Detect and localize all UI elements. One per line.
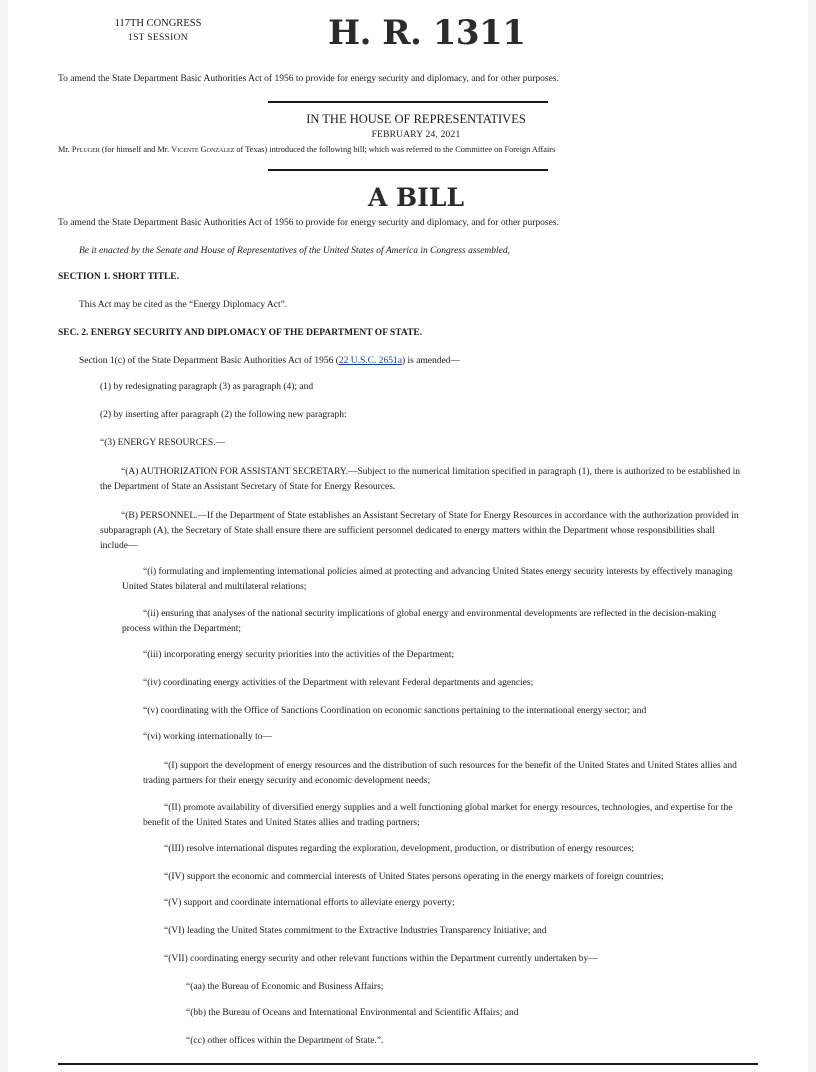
clause-i: “(i) formulating and implementing international policies aimed at protecting and advancing United States energy security interests by effectively managing United States bilateral and multilateral relations;	[122, 567, 733, 592]
paragraph-2: (2) by inserting after paragraph (2) the following new paragraph:	[100, 410, 347, 420]
subclause-V: “(V) support and coordinate international efforts to alleviate energy poverty;	[164, 898, 455, 908]
section-1-text: This Act may be cited as the “Energy Diplomacy Act”.	[79, 300, 288, 310]
section-2-intro	[79, 356, 460, 366]
usc-citation-link[interactable]: 22 U.S.C. 2651a	[338, 356, 402, 366]
enacting-clause: Be it enacted by the Senate and House of Representatives of the United States of America in Congress assembled,	[79, 246, 511, 256]
clause-iv: “(iv) coordinating energy activities of the Department with relevant Federal departments and agencies;	[143, 678, 534, 688]
subclause-II: “(II) promote availability of diversified energy supplies and a well functioning global market for energy resources, technologies, and expertise for the benefit of the United States and United States allies and trading partners;	[143, 803, 733, 828]
clause-v: “(v) coordinating with the Office of Sanctions Coordination on economic sanctions pertaining to the international energy sector; and	[143, 706, 647, 716]
long-title-repeat: To amend the State Department Basic Authorities Act of 1956 to provide for energy security and diplomacy, and for other purposes.	[58, 218, 559, 228]
intro-after-link: ) is amended—	[401, 356, 460, 366]
divider-bottom	[268, 169, 548, 171]
long-title: To amend the State Department Basic Authorities Act of 1956 to provide for energy security and diplomacy, and for other purposes.	[58, 74, 559, 84]
item-aa: “(aa) the Bureau of Economic and Business Affairs;	[186, 982, 384, 992]
sponsor-prefix: Mr.	[58, 145, 72, 154]
bill-heading: A BILL	[367, 183, 465, 212]
section-1-heading: SECTION 1. SHORT TITLE.	[58, 272, 180, 282]
bill-number: H. R. 1311	[328, 13, 526, 53]
house-heading: IN THE HOUSE OF REPRESENTATIVES	[306, 112, 526, 126]
document-page	[8, 0, 808, 1072]
item-cc: “(cc) other offices within the Department of State.”.	[186, 1036, 384, 1046]
session-label: 1ST SESSION	[128, 33, 188, 43]
divider-top	[268, 101, 548, 103]
sponsor-middle: (for himself and Mr.	[99, 145, 172, 154]
subclause-III: “(III) resolve international disputes regarding the exploration, development, production, or distribution of energy resources;	[164, 844, 634, 854]
subclause-I: “(I) support the development of energy resources and the distribution of such resources for the benefit of the United States and United States allies and trading partners for their energy security and economic development needs;	[143, 761, 737, 786]
congress-session-block	[103, 17, 213, 45]
subclause-VII: “(VII) coordinating energy security and other relevant functions within the Department currently undertaken by—	[164, 954, 598, 964]
sponsor-name: Pfluger	[71, 145, 100, 154]
sponsor-line	[58, 145, 555, 154]
clause-vi: “(vi) working internationally to—	[143, 732, 273, 742]
subclause-VI: “(VI) leading the United States commitment to the Extractive Industries Transparency Initiative; and	[164, 926, 547, 936]
subparagraph-a: “(A) AUTHORIZATION FOR ASSISTANT SECRETARY.—Subject to the numerical limitation specified in paragraph (1), there is authorized to be established in the Department of State an Assistant Secretary of State for Energy Resources.	[100, 467, 740, 492]
subclause-IV: “(IV) support the economic and commercial interests of United States persons operating in the energy markets of foreign countries;	[164, 872, 664, 882]
introduced-date: FEBRUARY 24, 2021	[371, 130, 461, 140]
clause-ii: “(ii) ensuring that analyses of the national security implications of global energy and environmental developments are reflected in the decision-making process within the Department;	[122, 609, 717, 634]
paragraph-1: (1) by redesignating paragraph (3) as paragraph (4); and	[100, 382, 314, 392]
end-rule	[58, 1063, 758, 1065]
subparagraph-b: “(B) PERSONNEL.—If the Department of State establishes an Assistant Secretary of State for Energy Resources in accordance with the authorization provided in subparagraph (A), the Secretary of State shall ensure there are sufficient personnel dedicated to energy matters within the Department whose responsibilities shall include—	[100, 511, 739, 551]
paragraph-3-heading: “(3) ENERGY RESOURCES.—	[100, 438, 225, 448]
sponsor-suffix: of Texas) introduced the following bill; which was referred to the Committee on Foreign Affairs	[234, 145, 556, 154]
congress-label: 117TH CONGRESS	[114, 18, 202, 29]
clause-iii: “(iii) incorporating energy security priorities into the activities of the Department;	[143, 650, 455, 660]
item-bb: “(bb) the Bureau of Oceans and International Environmental and Scientific Affairs; and	[186, 1008, 519, 1018]
cosponsor-name: Vicente Gonzalez	[171, 145, 235, 154]
section-2-heading: SEC. 2. ENERGY SECURITY AND DIPLOMACY OF THE DEPARTMENT OF STATE.	[58, 328, 423, 338]
intro-before-link: Section 1(c) of the State Department Basic Authorities Act of 1956 (	[79, 356, 339, 366]
